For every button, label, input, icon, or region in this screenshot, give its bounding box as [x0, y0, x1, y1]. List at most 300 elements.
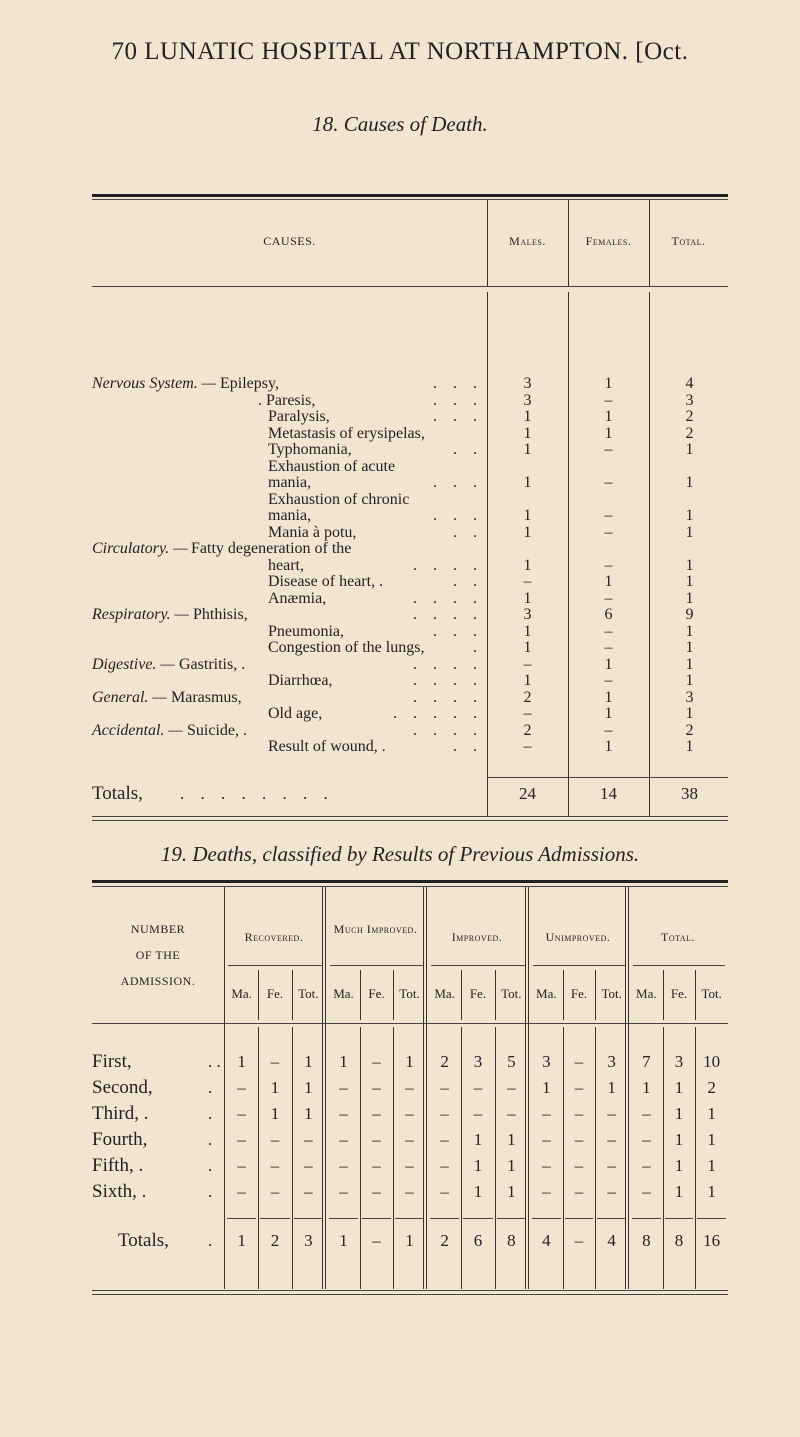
value-f: –: [604, 589, 613, 607]
cause-label: Pneumonia,: [268, 622, 344, 640]
cell-value: –: [440, 1130, 449, 1149]
value-m: 1: [523, 424, 532, 442]
cell-value: –: [542, 1182, 551, 1201]
cell-value: 1: [304, 1052, 313, 1071]
cell-value: 3: [674, 1052, 684, 1071]
cell-value: 1: [473, 1182, 483, 1201]
cause-label: Anæmia,: [268, 589, 327, 607]
leader-dots: . . . . .: [393, 705, 483, 722]
value-f: –: [604, 556, 613, 574]
totals-rule: [497, 1218, 526, 1219]
value-m: 2: [523, 688, 532, 706]
cell-value: 1: [237, 1052, 246, 1071]
cause-label: Metastasis of erysipelas,: [268, 424, 425, 442]
column-header: Females.: [585, 234, 632, 248]
cell-value: –: [607, 1130, 616, 1149]
value-m: 1: [523, 589, 532, 607]
totals-rule: [362, 1218, 391, 1219]
totals-rule: [227, 1218, 256, 1219]
cause-label: Diarrhœa,: [268, 672, 333, 689]
group-header: Total.: [660, 930, 696, 944]
leader-dots: . .: [453, 523, 483, 541]
leader-dots: . . .: [433, 622, 483, 640]
row-label: Sixth, .: [92, 1181, 147, 1202]
group-divider: [525, 887, 526, 1289]
value-t: 1: [685, 507, 694, 524]
value-m: –: [523, 738, 532, 755]
cell-value: –: [574, 1130, 584, 1149]
value-t: 2: [685, 721, 694, 739]
total-value: 1: [405, 1231, 414, 1250]
value-f: 1: [604, 573, 613, 590]
group-divider: [426, 887, 427, 1289]
value-f: –: [604, 721, 613, 739]
cell-value: 1: [707, 1156, 716, 1175]
cell-value: –: [339, 1104, 348, 1123]
value-m: 1: [523, 474, 532, 491]
category-label: Respiratory. —: [92, 606, 189, 623]
cell-value: –: [642, 1156, 651, 1175]
cell-value: 1: [674, 1156, 684, 1175]
sub-header: Fe.: [570, 986, 588, 1001]
totals-rule: [665, 1218, 694, 1219]
cell-value: 1: [674, 1078, 684, 1097]
table1-title: 18. Causes of Death.: [312, 112, 488, 136]
total-value: –: [372, 1231, 381, 1250]
total-value: 8: [642, 1231, 651, 1250]
cell-value: –: [270, 1130, 280, 1149]
sub-header: Fe.: [368, 986, 385, 1001]
total-value: 2: [270, 1231, 280, 1250]
group-divider: [625, 887, 626, 1289]
total-f: 14: [600, 784, 617, 803]
value-f: 6: [604, 606, 613, 623]
value-m: 3: [523, 606, 532, 623]
value-t: 3: [685, 688, 694, 706]
leader-dots: . .: [453, 441, 483, 458]
cell-value: –: [372, 1052, 381, 1071]
cell-value: 1: [542, 1078, 551, 1097]
cell-value: –: [339, 1130, 348, 1149]
cell-value: 1: [642, 1078, 651, 1097]
bottom-rule: [92, 1290, 728, 1291]
totals-rule: [597, 1218, 626, 1219]
group-divider: [628, 887, 629, 1289]
total-t: 38: [681, 784, 698, 803]
row-label: Second,: [92, 1077, 153, 1098]
cell-value: –: [607, 1104, 616, 1123]
cell-value: –: [642, 1130, 651, 1149]
leader-dots: . . .: [433, 408, 483, 425]
bottom-rule-2: [92, 820, 728, 821]
value-t: 1: [685, 672, 694, 689]
value-m: –: [523, 705, 532, 722]
totals-rule: [565, 1218, 594, 1219]
value-t: 1: [685, 705, 694, 722]
cell-value: 3: [542, 1052, 551, 1071]
group-rule: [330, 965, 423, 966]
cell-value: –: [237, 1130, 246, 1149]
value-t: 2: [685, 424, 694, 442]
table2-title: 19. Deaths, classified by Results of Previous Admissions.: [160, 842, 640, 866]
value-m: 3: [523, 375, 532, 392]
category-label: General. —: [92, 688, 167, 706]
sub-header: Tot.: [501, 986, 522, 1001]
top-rule-thin: [92, 886, 728, 887]
leader-dots: . . . .: [413, 721, 483, 739]
cell-value: –: [372, 1182, 381, 1201]
value-t: 4: [685, 375, 694, 392]
value-t: 1: [685, 556, 694, 574]
cell-value: –: [405, 1104, 414, 1123]
row-header: ADMISSION.: [120, 974, 196, 988]
totals-rule: [329, 1218, 358, 1219]
cell-value: 1: [674, 1130, 684, 1149]
sub-header: Ma.: [333, 986, 354, 1001]
bottom-rule: [92, 816, 728, 817]
cause-label: Phthisis,: [193, 606, 248, 623]
value-m: 2: [523, 721, 532, 739]
cell-value: 1: [707, 1104, 716, 1123]
top-rule-thin: [92, 199, 728, 200]
totals-rule: [487, 777, 728, 778]
cell-value: –: [270, 1182, 280, 1201]
top-rule: [92, 880, 728, 883]
leader-dots: .: [473, 639, 483, 656]
cell-value: 1: [674, 1182, 684, 1201]
cell-value: –: [440, 1078, 449, 1097]
value-m: 3: [523, 391, 532, 409]
group-divider: [322, 887, 323, 1289]
cell-value: 1: [270, 1078, 280, 1097]
cause-label: Gastritis, .: [179, 655, 246, 673]
value-m: 1: [523, 639, 532, 656]
cell-value: –: [339, 1182, 348, 1201]
cell-value: –: [607, 1156, 616, 1175]
cause-continuation: heart,: [268, 556, 304, 574]
row-header: OF THE: [135, 948, 181, 962]
row-label: Third, .: [92, 1103, 149, 1124]
cause-continuation: mania,: [268, 474, 312, 491]
cell-value: –: [304, 1182, 313, 1201]
leader-dots: . . . .: [413, 589, 483, 607]
cell-value: 3: [473, 1052, 483, 1071]
cell-value: –: [405, 1182, 414, 1201]
value-t: 1: [685, 655, 694, 673]
leader-dots: . . . .: [413, 688, 483, 706]
cell-value: –: [405, 1130, 414, 1149]
cell-value: 1: [707, 1130, 716, 1149]
group-divider: [423, 887, 424, 1289]
total-value: 6: [473, 1231, 483, 1250]
leader-dots: . . . . . . . .: [180, 784, 334, 803]
cell-value: –: [237, 1156, 246, 1175]
column-header: CAUSES.: [263, 234, 316, 248]
row-header: NUMBER: [130, 922, 186, 936]
cell-value: 2: [440, 1052, 449, 1071]
leader-dots: . . .: [433, 391, 483, 409]
cause-label: Marasmus,: [171, 688, 242, 706]
sub-header: Fe.: [266, 986, 284, 1001]
total-value: 3: [304, 1231, 313, 1250]
value-f: 1: [604, 424, 613, 442]
totals-rule: [632, 1218, 661, 1219]
cell-value: –: [574, 1182, 584, 1201]
cell-value: 2: [707, 1078, 716, 1097]
cell-value: –: [372, 1130, 381, 1149]
value-t: 9: [685, 606, 694, 623]
cell-value: –: [574, 1156, 584, 1175]
value-t: 1: [685, 639, 694, 656]
cell-value: 1: [707, 1182, 716, 1201]
leader-dots: .: [208, 1182, 213, 1201]
cell-value: –: [607, 1182, 616, 1201]
group-header: Unimproved.: [545, 930, 611, 944]
cell-value: –: [642, 1104, 651, 1123]
leader-dots: . . . .: [413, 672, 483, 689]
value-m: 1: [523, 441, 532, 458]
cell-value: –: [270, 1156, 280, 1175]
totals-label: Totals,: [92, 783, 143, 804]
group-rule: [633, 965, 725, 966]
cell-value: –: [304, 1156, 313, 1175]
totals-rule: [430, 1218, 459, 1219]
totals-label: Totals,: [118, 1230, 169, 1251]
total-value: 1: [237, 1231, 246, 1250]
cell-value: –: [473, 1104, 483, 1123]
totals-rule: [463, 1218, 492, 1219]
totals-rule: [697, 1218, 726, 1219]
row-label: First,: [92, 1051, 132, 1072]
leader-dots: . . . .: [413, 606, 483, 623]
group-header: Recovered.: [244, 930, 304, 944]
category-label: Digestive. —: [92, 655, 175, 673]
sub-header: Fe.: [670, 986, 688, 1001]
value-m: 1: [523, 507, 532, 524]
cell-value: –: [440, 1104, 449, 1123]
sub-header: Ma.: [434, 986, 455, 1001]
cell-value: –: [440, 1182, 449, 1201]
cause-label: Result of wound, .: [268, 738, 386, 755]
cell-value: –: [372, 1104, 381, 1123]
cell-value: –: [237, 1078, 246, 1097]
cell-value: 1: [304, 1078, 313, 1097]
cell-value: –: [542, 1156, 551, 1175]
cell-value: –: [270, 1052, 280, 1071]
sub-header: Tot.: [399, 986, 420, 1001]
value-f: –: [604, 639, 613, 656]
page-header: 70 LUNATIC HOSPITAL AT NORTHAMPTON. [Oct.: [111, 38, 689, 65]
total-value: 2: [440, 1231, 449, 1250]
cause-label: Congestion of the lungs,: [268, 639, 425, 656]
value-m: 1: [523, 622, 532, 640]
cause-label: . Paresis,: [258, 391, 316, 409]
cause-label: Mania à potu,: [268, 523, 357, 541]
value-f: 1: [604, 408, 613, 425]
leader-dots: .: [208, 1078, 213, 1097]
cause-continuation: mania,: [268, 507, 312, 524]
value-m: 1: [523, 556, 532, 574]
sub-header: Ma.: [636, 986, 657, 1001]
leader-dots: .: [208, 1231, 213, 1250]
value-m: –: [523, 655, 532, 673]
cell-value: 1: [304, 1104, 313, 1123]
leader-dots: . . . .: [413, 655, 483, 673]
leader-dots: .: [208, 1156, 213, 1175]
leader-dots: . . . .: [413, 556, 483, 574]
total-value: –: [574, 1231, 584, 1250]
value-f: –: [604, 523, 613, 541]
group-rule: [431, 965, 525, 966]
cell-value: 7: [642, 1052, 651, 1071]
leader-dots: .: [208, 1130, 213, 1149]
cell-value: –: [339, 1078, 348, 1097]
cell-value: –: [542, 1104, 551, 1123]
cell-value: –: [372, 1156, 381, 1175]
value-t: 1: [685, 523, 694, 541]
sub-header: Tot.: [298, 986, 319, 1001]
cell-value: –: [372, 1078, 381, 1097]
sub-header: Tot.: [601, 986, 622, 1001]
value-f: –: [604, 474, 613, 491]
cell-value: 10: [703, 1052, 721, 1071]
cause-label: Exhaustion of acute: [268, 457, 396, 475]
sub-header: Ma.: [231, 986, 252, 1001]
bottom-rule-2: [92, 1294, 728, 1295]
total-value: 4: [542, 1231, 551, 1250]
totals-rule: [260, 1218, 289, 1219]
value-m: 1: [523, 408, 532, 425]
cell-value: –: [440, 1156, 449, 1175]
value-f: 1: [604, 655, 613, 673]
totals-rule: [395, 1218, 424, 1219]
value-m: 1: [523, 672, 532, 689]
total-value: 1: [339, 1231, 348, 1250]
cell-value: –: [574, 1078, 584, 1097]
value-t: 1: [685, 589, 694, 607]
group-rule: [228, 965, 322, 966]
group-header: Much Improved.: [333, 922, 418, 936]
cell-value: –: [237, 1104, 246, 1123]
cell-value: –: [542, 1130, 551, 1149]
value-f: –: [604, 441, 613, 458]
value-t: 1: [685, 622, 694, 640]
cell-value: 1: [473, 1130, 483, 1149]
value-f: 1: [604, 688, 613, 706]
category-label: Accidental. —: [92, 721, 183, 739]
leader-dots: . .: [453, 738, 483, 755]
cell-value: –: [642, 1182, 651, 1201]
leader-dots: . .: [453, 573, 483, 590]
cause-label: Old age,: [268, 705, 323, 722]
value-f: 1: [604, 375, 613, 392]
group-divider: [325, 887, 326, 1289]
leader-dots: .: [208, 1104, 213, 1123]
sub-header: Fe.: [469, 986, 487, 1001]
value-t: 1: [685, 441, 694, 458]
value-t: 3: [685, 391, 694, 409]
column-header: Total.: [671, 234, 706, 248]
cell-value: –: [507, 1078, 516, 1097]
group-divider: [528, 887, 529, 1289]
cell-value: 1: [507, 1156, 516, 1175]
cell-value: 1: [674, 1104, 684, 1123]
cell-value: 1: [339, 1052, 348, 1071]
cell-value: 1: [607, 1078, 616, 1097]
value-f: –: [604, 391, 613, 409]
cell-value: 1: [270, 1104, 280, 1123]
cell-value: 1: [405, 1052, 414, 1071]
cell-value: –: [473, 1078, 483, 1097]
cell-value: 1: [507, 1182, 516, 1201]
cell-value: –: [304, 1130, 313, 1149]
cause-label: Fatty degeneration of the: [191, 540, 352, 557]
category-label: Nervous System. —: [92, 375, 216, 392]
cell-value: –: [574, 1052, 584, 1071]
sub-header: Tot.: [701, 986, 722, 1001]
cell-value: –: [507, 1104, 516, 1123]
value-t: 1: [685, 474, 694, 491]
cell-value: 5: [507, 1052, 516, 1071]
cause-label: Epilepsy,: [220, 375, 279, 392]
total-value: 16: [703, 1231, 721, 1250]
cell-value: 3: [607, 1052, 616, 1071]
cell-value: –: [339, 1156, 348, 1175]
column-header: Males.: [509, 234, 546, 248]
leader-dots: . . .: [433, 507, 483, 524]
cause-label: Paralysis,: [268, 408, 330, 425]
cell-value: 1: [507, 1130, 516, 1149]
leader-dots: . .: [208, 1052, 221, 1071]
cause-label: Suicide, .: [187, 721, 247, 739]
sub-header: Ma.: [536, 986, 557, 1001]
row-label: Fifth, .: [92, 1155, 144, 1176]
total-value: 8: [507, 1231, 516, 1250]
leader-dots: . . .: [433, 375, 483, 392]
cause-label: Disease of heart, .: [268, 573, 384, 590]
total-value: 8: [674, 1231, 684, 1250]
value-f: –: [604, 672, 613, 689]
cell-value: –: [574, 1104, 584, 1123]
group-header: Improved.: [451, 930, 503, 944]
total-m: 24: [519, 784, 536, 803]
value-f: –: [604, 507, 613, 524]
leader-dots: . . .: [433, 474, 483, 491]
value-t: 1: [685, 738, 694, 755]
group-rule: [533, 965, 625, 966]
value-m: –: [523, 573, 532, 590]
value-f: –: [604, 622, 613, 640]
total-value: 4: [607, 1231, 616, 1250]
cause-label: Typhomania,: [268, 441, 352, 458]
cell-value: 1: [473, 1156, 483, 1175]
top-rule: [92, 194, 728, 197]
value-t: 2: [685, 408, 694, 425]
cell-value: –: [405, 1156, 414, 1175]
cell-value: –: [405, 1078, 414, 1097]
row-label: Fourth,: [92, 1129, 148, 1150]
totals-rule: [532, 1218, 561, 1219]
category-label: Circulatory. —: [92, 540, 188, 557]
value-f: 1: [604, 738, 613, 755]
header-rule: [92, 1023, 728, 1024]
header-rule: [92, 286, 728, 287]
value-f: 1: [604, 705, 613, 722]
cell-value: –: [237, 1182, 246, 1201]
value-t: 1: [685, 573, 694, 590]
cause-label: Exhaustion of chronic: [268, 490, 410, 508]
value-m: 1: [523, 523, 532, 541]
